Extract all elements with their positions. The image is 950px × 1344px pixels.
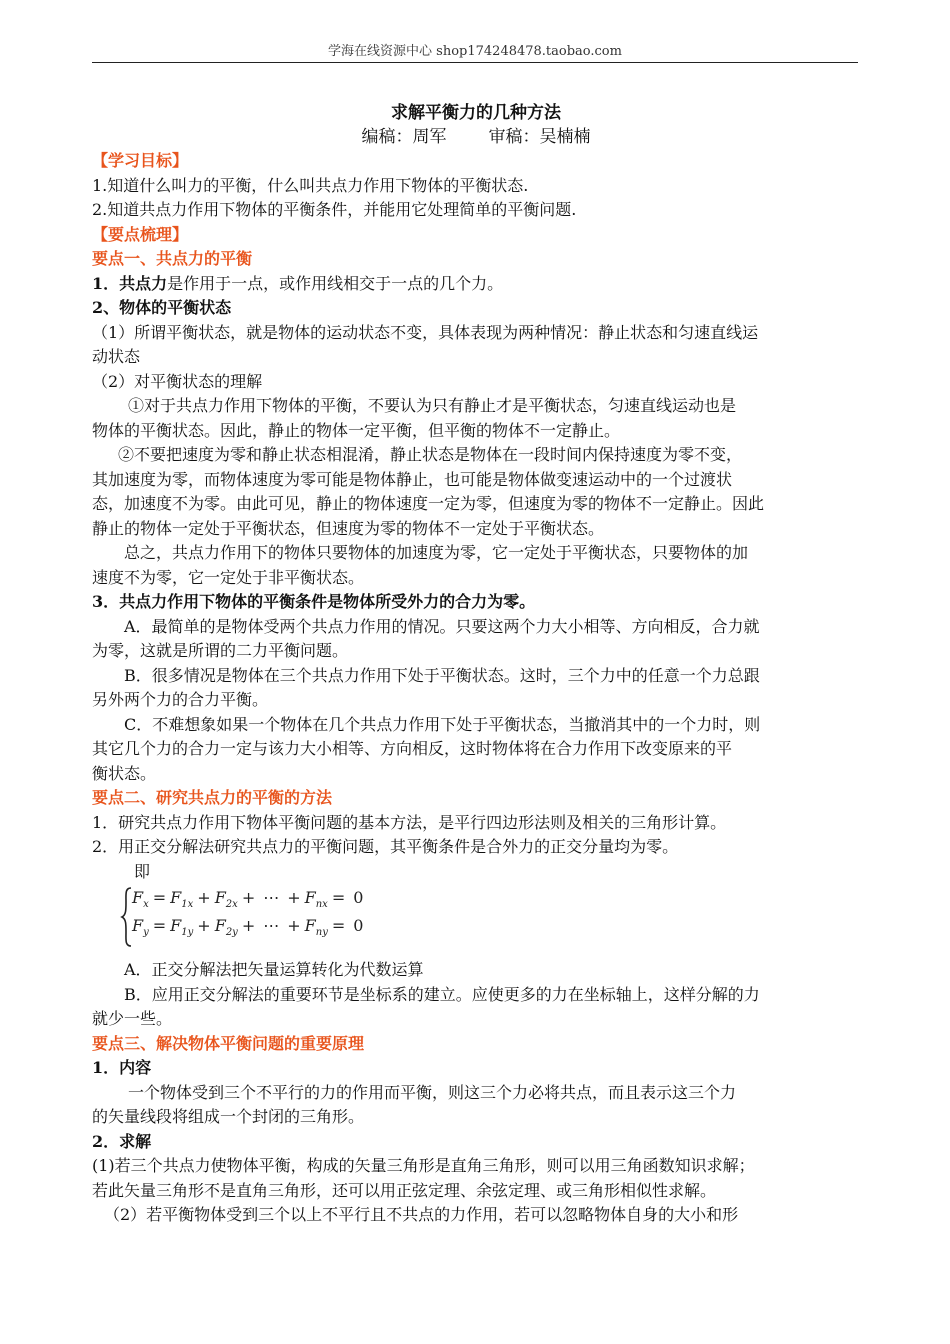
point-1-item-2-heading: 2、物体的平衡状态 bbox=[92, 298, 232, 317]
paragraph-line: C．不难想象如果一个物体在几个共点力作用下处于平衡状态，当撤消其中的一个力时，则 bbox=[124, 714, 761, 734]
point-3-item-1-heading: 1．内容 bbox=[92, 1058, 152, 1077]
editor-credit: 编稿：周军 bbox=[361, 127, 447, 147]
paragraph-line: 2．用正交分解法研究共点力的平衡问题，其平衡条件是合外力的正交分量均为零。 bbox=[92, 837, 679, 856]
document-body bbox=[92, 101, 860, 1228]
point-1-item-3-heading: 3．共点力作用下物体的平衡条件是物体所受外力的合力为零。 bbox=[92, 592, 536, 611]
paragraph-line: 其加速度为零，而物体速度为零可能是物体静止，也可能是物体做变速运动中的一个过渡状 bbox=[92, 469, 733, 489]
paragraph-line: (1)若三个共点力使物体平衡，构成的矢量三角形是直角三角形，则可以用三角函数知识求解； bbox=[92, 1156, 755, 1175]
paragraph-line: A．正交分解法把矢量运算转化为代数运算 bbox=[124, 960, 424, 979]
paragraph-line: ①对于共点力作用下物体的平衡，不要认为只有静止才是平衡状态，匀速直线运动也是 bbox=[128, 396, 737, 415]
header-rule bbox=[92, 62, 858, 63]
paragraph-line: 速度不为零，它一定处于非平衡状态。 bbox=[92, 567, 365, 587]
paragraph-line: B．很多情况是物体在三个共点力作用下处于平衡状态。这时，三个力中的任意一个力总跟 bbox=[124, 665, 760, 685]
authors-line bbox=[92, 125, 860, 149]
paragraph-line: 的矢量线段将组成一个封闭的三角形。 bbox=[92, 1107, 365, 1126]
paragraph-line: 就少一些。 bbox=[92, 1009, 173, 1028]
paragraph-line: 物体的平衡状态。因此，静止的物体一定平衡，但平衡的物体不一定静止。 bbox=[92, 420, 621, 440]
equation-x: $F_x = F_{1x} + F_{2x}$ + ⋯ + $F_{nx} = 0$ bbox=[132, 888, 364, 911]
formula-intro: 即 bbox=[134, 861, 151, 881]
paragraph-line: 态，加速度不为零。由此可见，静止的物体速度一定为零，但速度为零的物体不一定静止。因此 bbox=[92, 494, 765, 513]
paragraph-line: 为零，这就是所谓的二力平衡问题。 bbox=[92, 641, 349, 660]
paragraph-line: 动状态 bbox=[92, 347, 141, 366]
paragraph-line: 静止的物体一定处于平衡状态，但速度为零的物体不一定处于平衡状态。 bbox=[92, 518, 605, 538]
paragraph-line: 衡状态。 bbox=[92, 763, 157, 783]
paragraph-line: 其它几个力的合力一定与该力大小相等、方向相反，这时物体将在合力作用下改变原来的平 bbox=[92, 739, 733, 758]
reviewer-credit: 审稿：吴楠楠 bbox=[488, 127, 591, 147]
paragraph-line: 一个物体受到三个不平行的力的作用而平衡，则这三个力必将共点，而且表示这三个力 bbox=[128, 1082, 737, 1102]
equilibrium-equations bbox=[120, 886, 860, 948]
paragraph-line: （2）若平衡物体受到三个以上不平行且不共点的力作用，若可以忽略物体自身的大小和形 bbox=[104, 1205, 739, 1224]
paragraph-line: ②不要把速度为零和静止状态相混淆，静止状态是物体在一段时间内保持速度为零不变， bbox=[118, 445, 743, 464]
paragraph-line: A．最简单的是物体受两个共点力作用的情况。只要这两个力大小相等、方向相反，合力就 bbox=[124, 616, 760, 636]
point-1-item-1 bbox=[92, 272, 860, 297]
paragraph-line: B．应用正交分解法的重要环节是坐标系的建立。应使更多的力在坐标轴上，这样分解的力 bbox=[124, 984, 760, 1004]
paragraph-line: 总之，共点力作用下的物体只要物体的加速度为零，它一定处于平衡状态，只要物体的加 bbox=[124, 543, 749, 562]
equation-y: $F_y = F_{1y} + F_{2y}$ + ⋯ + $F_{ny} = 0$ bbox=[132, 916, 364, 939]
paragraph-line: 1．研究共点力作用下物体平衡问题的基本方法，是平行四边形法则及相关的三角形计算。 bbox=[92, 812, 727, 832]
points-heading: 【要点梳理】 bbox=[92, 224, 189, 244]
paragraph-line: （2）对平衡状态的理解 bbox=[92, 371, 263, 391]
goal-1: 1.知道什么叫力的平衡，什么叫共点力作用下物体的平衡状态. bbox=[92, 175, 529, 195]
page-title: 求解平衡力的几种方法 bbox=[391, 103, 561, 123]
point-3-heading: 要点三、解决物体平衡问题的重要原理 bbox=[92, 1033, 365, 1053]
page-header: 学海在线资源中心 shop174248478.taobao.com bbox=[328, 44, 622, 59]
point-3-item-2-heading: 2．求解 bbox=[92, 1131, 152, 1151]
point-2-heading: 要点二、研究共点力的平衡的方法 bbox=[92, 788, 333, 807]
goal-2: 2.知道共点力作用下物体的平衡条件，并能用它处理简单的平衡问题. bbox=[92, 200, 577, 219]
paragraph-line: 另外两个力的合力平衡。 bbox=[92, 690, 269, 709]
concurrent-force-definition: 是作用于一点，或作用线相交于一点的几个力。 bbox=[167, 273, 504, 293]
concurrent-force-term: 1．共点力 bbox=[92, 273, 168, 293]
goals-heading: 【学习目标】 bbox=[92, 151, 189, 170]
paragraph-line: （1）所谓平衡状态，就是物体的运动状态不变，具体表现为两种情况：静止状态和匀速直线运 bbox=[92, 322, 759, 342]
paragraph-line: 若此矢量三角形不是直角三角形，还可以用正弦定理、余弦定理、或三角形相似性求解。 bbox=[92, 1180, 717, 1200]
point-1-heading: 要点一、共点力的平衡 bbox=[92, 249, 253, 268]
